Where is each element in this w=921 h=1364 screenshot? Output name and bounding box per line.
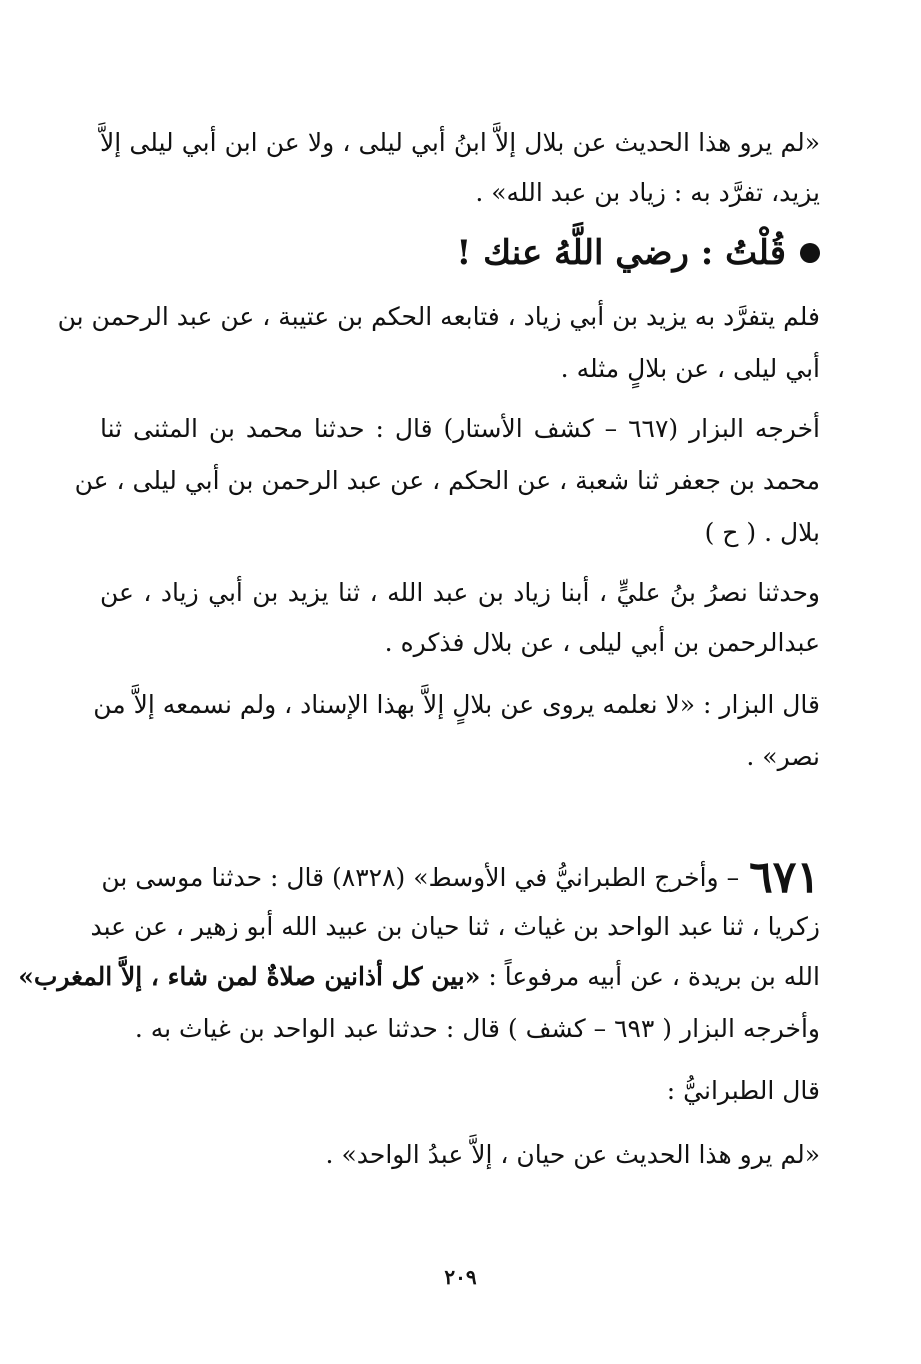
hadith-671-line1 (100, 852, 820, 903)
paragraph3-line2: محمد بن جعفر ثنا شعبة ، عن الحكم ، عن عبد الرحمن بن أبي ليلى ، عن (74, 466, 820, 495)
paragraph5-line2: نصر» . (746, 742, 820, 771)
paragraph1-line1: «لم يرو هذا الحديث عن بلال إلاَّ ابنُ أبي ليلى ، ولا عن ابن أبي ليلى إلاَّ (100, 128, 820, 157)
paragraph3-line3: بلال . ( ح ) (704, 518, 820, 547)
paragraph4-line2: عبدالرحمن بن أبي ليلى ، عن بلال فذكره . (384, 628, 820, 657)
hadith-671-line4: وأخرجه البزار ( ٦٩٣ – كشف ) قال : حدثنا عبد الواحد بن غياث به . (134, 1014, 820, 1043)
paragraph2-line2: أبي ليلى ، عن بلالٍ مثله . (560, 354, 820, 383)
section-heading (456, 228, 820, 278)
hadith-671-line6: «لم يرو هذا الحديث عن حيان ، إلاَّ عبدُ الواحد» . (325, 1140, 820, 1169)
hadith-number: ٦٧١ (749, 852, 820, 903)
paragraph4-line1: وحدثنا نصرُ بنُ عليٍّ ، أبنا زياد بن عبد الله ، ثنا يزيد بن أبي زياد ، عن (100, 578, 820, 607)
paragraph1-line2: يزيد، تفرَّد به : زياد بن عبد الله» . (475, 178, 820, 207)
hadith-671-line3 (18, 960, 820, 994)
hadith-671-line3-text: الله بن بريدة ، عن أبيه مرفوعاً : (480, 962, 820, 991)
hadith-671-matn: «بين كل أذانين صلاةٌ لمن شاء ، إلاَّ المغرب» (18, 962, 481, 991)
bullet-icon (800, 243, 820, 263)
paragraph2-line1: فلم يتفرَّد به يزيد بن أبي زياد ، فتابعه الحكم بن عتيبة ، عن عبد الرحمن بن (57, 302, 820, 331)
hadith-671-line1-text: – وأخرج الطبرانيُّ في الأوسط» (٨٣٢٨) قال : حدثنا موسى بن (101, 863, 740, 892)
hadith-671-line2: زكريا ، ثنا عبد الواحد بن غياث ، ثنا حيان بن عبيد الله أبو زهير ، عن عبد (90, 912, 820, 941)
page-number: ٢٠٩ (444, 1265, 477, 1289)
heading-text: قُلْتُ : رضي اللَّهُ عنك ! (456, 233, 786, 273)
paragraph3-line1: أخرجه البزار (٦٦٧ – كشف الأستار) قال : حدثنا محمد بن المثنى ثنا (100, 414, 820, 443)
hadith-671-line5: قال الطبرانيُّ : (666, 1076, 820, 1105)
paragraph5-line1: قال البزار : «لا نعلمه يروى عن بلالٍ إلاَّ بهذا الإسناد ، ولم نسمعه إلاَّ من (93, 690, 820, 719)
